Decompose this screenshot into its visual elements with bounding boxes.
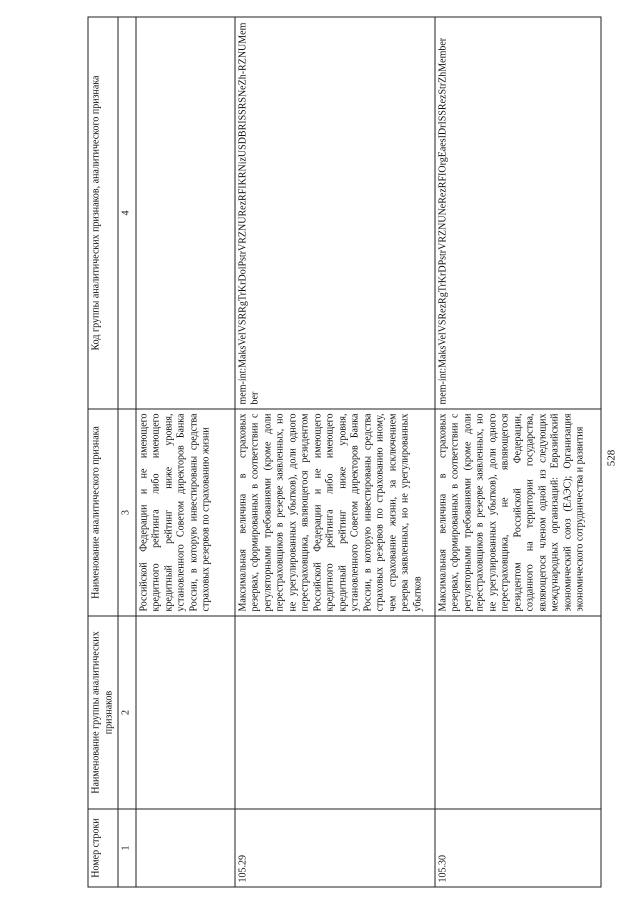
- header-row: [88, 17, 118, 887]
- column-number: 2: [118, 616, 136, 809]
- group-name: [136, 616, 235, 809]
- header-code: Код группы аналитических признаков, аналитического признака: [88, 17, 118, 409]
- group-name: [435, 616, 601, 809]
- feature-code: mem-int:MaksVelVSRRgTrKrDolPstrVRZNURezRFIKRNizUSDBRISSRSNeZh-RZNUMember: [235, 17, 435, 409]
- rotated-page: [88, 18, 586, 888]
- row-number: 105.29: [235, 809, 435, 887]
- group-name: [235, 616, 435, 809]
- feature-code: mem-int:MaksVelVSRezRgTrKrDPstrVRZNUNeRezRFIOrgEaesIDrISSRezStrZhMember: [435, 17, 601, 409]
- column-number: 1: [118, 809, 136, 887]
- header-row-number: Номер строки: [88, 809, 118, 887]
- column-number-row: [118, 17, 136, 887]
- analytics-table: [88, 17, 602, 888]
- header-group-name: Наименование группы аналитических признаков: [88, 616, 118, 809]
- table-row: [435, 17, 601, 887]
- column-number: 4: [118, 17, 136, 409]
- page-number: 528: [605, 449, 618, 467]
- column-number: 3: [118, 409, 136, 616]
- feature-name: Максимальная величина в страховых резервах, сформированных в соответствии с регуляторными требованиями (кроме доли перестраховщиков в резерве заявленных, но не урегулированных убытков), доли одного перестраховщика, не являющегося резидентом Российской Федерации, созданного на территории государства, являющегося членом одной из следующих международных организаций: Евразийский экономический союз (ЕАЭС); Организация экономического сотрудничества и развития: [435, 409, 601, 616]
- table-row: [235, 17, 435, 887]
- row-number: 105.30: [435, 809, 601, 887]
- feature-name: Максимальная величина в страховых резервах, сформированных в соответствии с регуляторными требованиями (кроме доли перестраховщиков в резерве заявленных, но не урегулированных убытков), доли одного перестраховщика, являющегося резидентом Российской Федерации и не имеющего кредитного рейтинга либо имеющего кредитный рейтинг ниже уровня, установленного Советом директоров Банка России, в которую инвестированы средства страховых резервов по страхованию иному, чем страхование жизни, за исключением резерва заявленных, но не урегулированных убытков: [235, 409, 435, 616]
- row-number: [136, 809, 235, 887]
- feature-name: Российской Федерации и не имеющего кредитного рейтинга либо имеющего кредитный рейтинг ниже уровня, установленного Советом директоров Банка России, в которую инвестированы средства страховых резервов по страхованию жизни: [136, 409, 235, 616]
- table-row: [136, 17, 235, 887]
- feature-code: [136, 17, 235, 409]
- header-feature-name: Наименование аналитического признака: [88, 409, 118, 616]
